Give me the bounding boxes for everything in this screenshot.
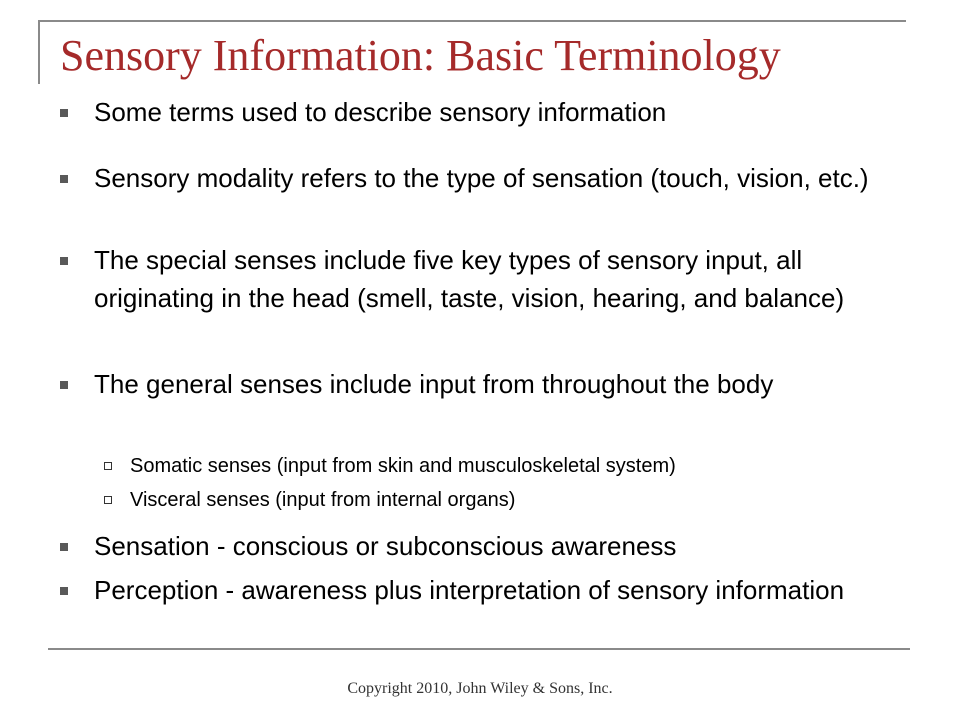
square-bullet-icon: [60, 381, 68, 389]
bullet-text: Perception - awareness plus interpretation of sensory information: [94, 575, 845, 605]
bullet-item: [94, 527, 914, 565]
bullet-item: [94, 159, 914, 197]
copyright-footer: Copyright 2010, John Wiley & Sons, Inc.: [347, 680, 613, 697]
square-bullet-icon: [60, 257, 68, 265]
square-bullet-icon: [60, 543, 68, 551]
bullet-text: The general senses include input from throughout the body: [94, 369, 774, 399]
hollow-square-bullet-icon: [104, 496, 112, 504]
sub-bullet-text: Visceral senses (input from internal organs): [130, 489, 516, 511]
bullet-text: Sensory modality refers to the type of sensation (touch, vision, etc.): [94, 163, 869, 193]
square-bullet-icon: [60, 175, 68, 183]
sub-bullet-item: [130, 452, 676, 480]
square-bullet-icon: [60, 109, 68, 117]
bullet-item: [94, 241, 854, 317]
sub-bullet-item: [130, 486, 515, 514]
bottom-divider-line: [48, 648, 910, 650]
bullet-item: [94, 93, 914, 131]
hollow-square-bullet-icon: [104, 462, 112, 470]
bullet-text: The special senses include five key types of sensory input, all originating in the head (smell, taste, vision, hearing, and balance): [94, 245, 845, 313]
slide-title: Sensory Information: Basic Terminology: [60, 31, 781, 80]
bullet-item: [94, 365, 894, 403]
square-bullet-icon: [60, 587, 68, 595]
bullet-item: [94, 571, 894, 609]
bullet-text: Sensation - conscious or subconscious awareness: [94, 531, 677, 561]
bullet-text: Some terms used to describe sensory information: [94, 97, 667, 127]
sub-bullet-text: Somatic senses (input from skin and musculoskeletal system): [130, 455, 676, 477]
